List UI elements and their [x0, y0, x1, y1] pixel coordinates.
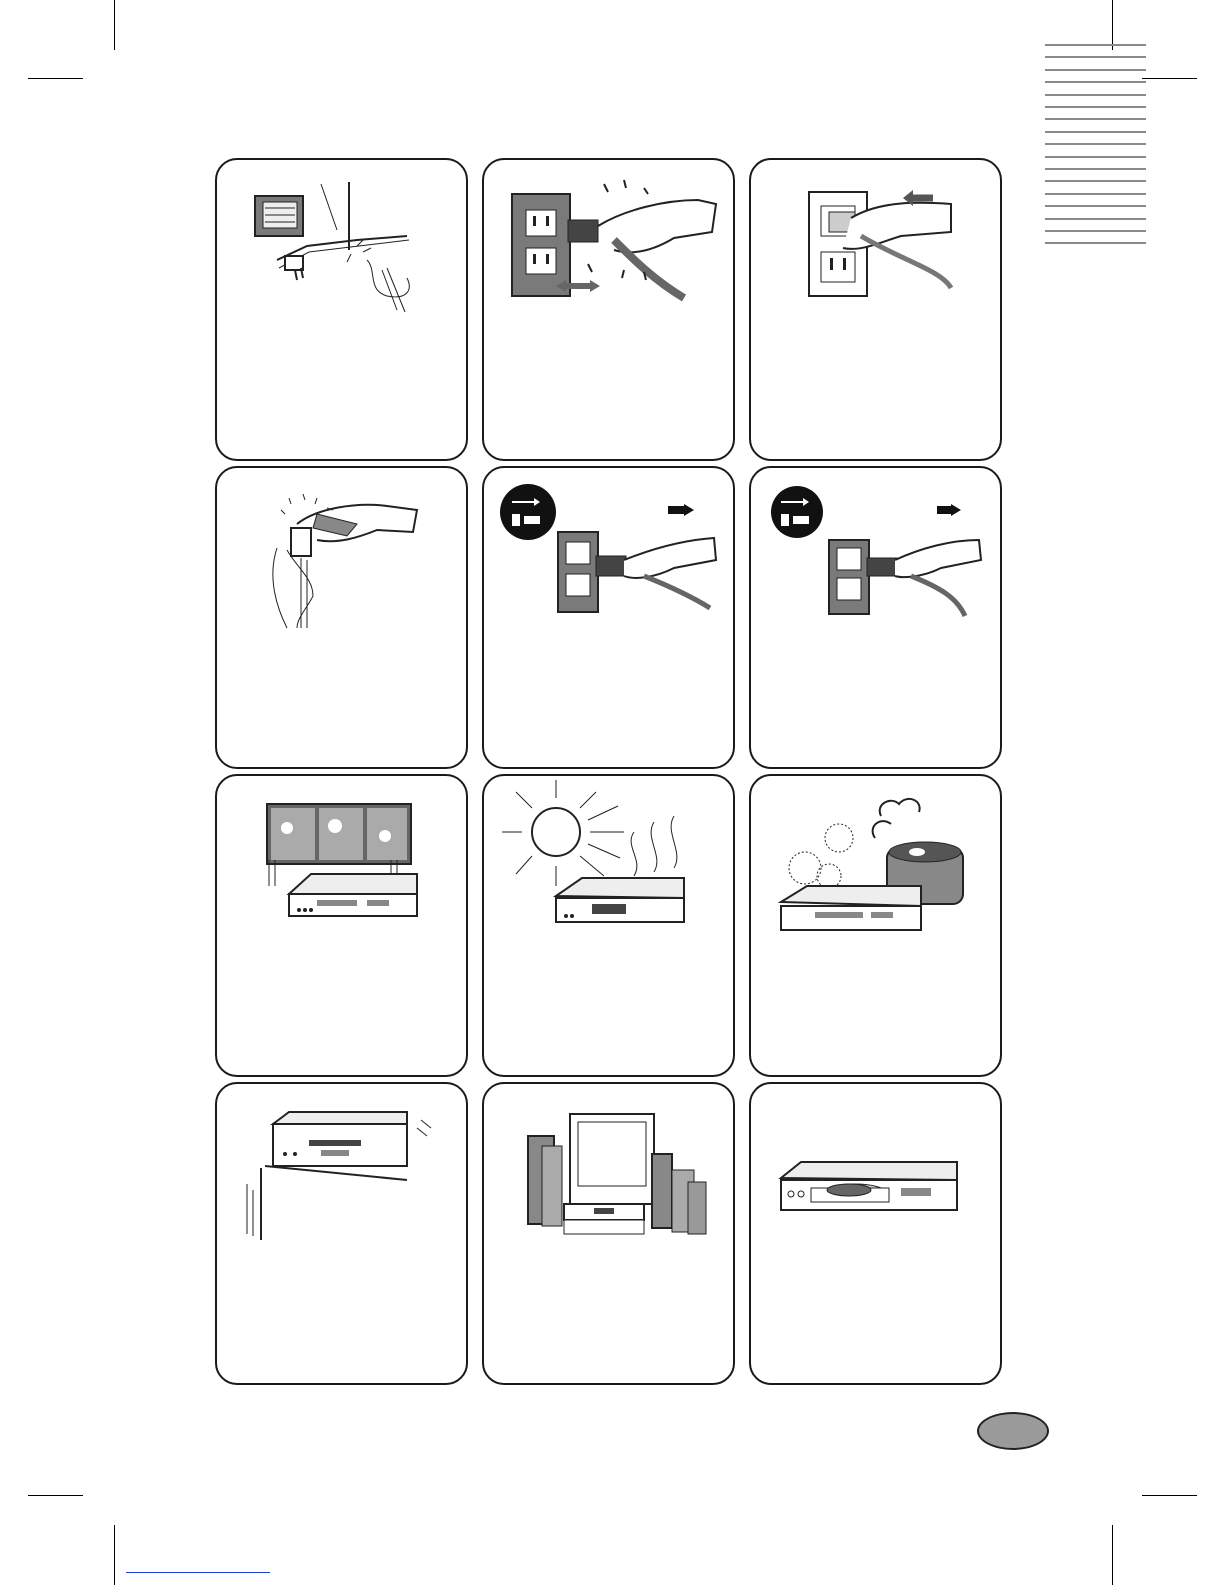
unplug-from-outlet-icon	[751, 468, 1002, 769]
panel-clean-plug	[215, 466, 468, 769]
panel-cold-window	[215, 774, 468, 1077]
footer-link-line[interactable]	[126, 1572, 270, 1573]
stripe-line	[1045, 118, 1146, 120]
page-number-badge	[977, 1412, 1049, 1450]
panel-disc-tray	[749, 1082, 1002, 1385]
panel-tv-speakers	[482, 1082, 735, 1385]
crop-mark	[1142, 78, 1197, 79]
crop-mark	[1142, 1495, 1197, 1496]
panel-pinched-cord	[215, 158, 468, 461]
crop-mark	[1112, 1525, 1113, 1585]
stripe-line	[1045, 106, 1146, 108]
stripe-line	[1045, 156, 1146, 158]
stripe-line	[1045, 218, 1146, 220]
steam-humidifier-icon	[751, 776, 1002, 1077]
panel-sunlight	[482, 774, 735, 1077]
crop-mark	[1112, 0, 1113, 50]
stripe-line	[1045, 230, 1146, 232]
stripe-line	[1045, 205, 1146, 207]
panel-unplug-1	[482, 466, 735, 769]
stripe-line	[1045, 131, 1146, 133]
pull-plug-by-head-icon	[751, 160, 1002, 461]
panel-humidifier	[749, 774, 1002, 1077]
panel-unplug-2	[749, 466, 1002, 769]
panel-pull-by-plug	[749, 158, 1002, 461]
near-tv-speakers-icon	[484, 1084, 735, 1385]
crop-mark	[114, 0, 115, 50]
panel-unstable-edge	[215, 1082, 468, 1385]
cord-pinched-by-heater-icon	[217, 160, 468, 461]
panel-wet-hands	[482, 158, 735, 461]
wipe-dust-from-plug-icon	[217, 468, 468, 769]
stripe-line	[1045, 69, 1146, 71]
stripe-line	[1045, 44, 1146, 46]
direct-sunlight-heat-icon	[484, 776, 735, 1077]
crop-mark	[114, 1525, 115, 1585]
stripe-line	[1045, 180, 1146, 182]
stripe-line	[1045, 94, 1146, 96]
stripe-line	[1045, 242, 1146, 244]
unstable-surface-icon	[217, 1084, 468, 1385]
condensation-near-window-icon	[217, 776, 468, 1077]
stripe-line	[1045, 81, 1146, 83]
open-disc-tray-icon	[751, 1084, 1002, 1385]
unplug-from-outlet-icon	[484, 468, 735, 769]
crop-mark	[28, 78, 83, 79]
section-stripe-tab	[1045, 44, 1146, 252]
wet-hand-on-plug-icon	[484, 160, 735, 461]
stripe-line	[1045, 143, 1146, 145]
stripe-line	[1045, 168, 1146, 170]
stripe-line	[1045, 193, 1146, 195]
stripe-line	[1045, 56, 1146, 58]
crop-mark	[28, 1495, 83, 1496]
